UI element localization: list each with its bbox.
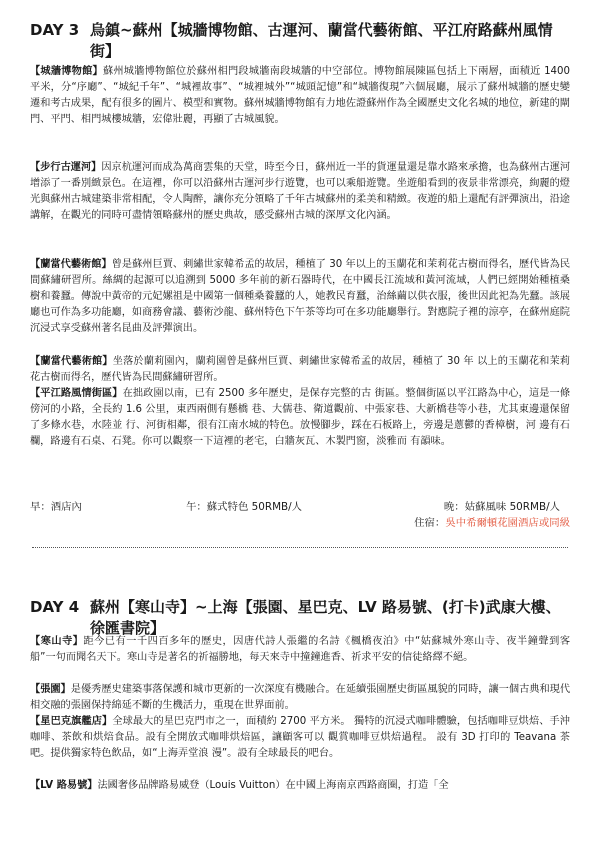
day4-heading [30, 597, 575, 639]
section-text: 坐落於蘭莉園內，蘭莉園曾是蘇州巨賈、刺繡世家韓希孟的故居，種植了 30 年 以上的玉蘭花和茉莉花古樹而得名，歷代皆為民間蘇繡研習所。 [30, 356, 570, 384]
section-text: 是優秀歷史建築事落保護和城市更新的一次深度有機融合。在延續張園歷史街區風貌的同時，讓一個古典和現代相交融的張園保持綿延不斷的生機活力，重現在世界面前。 [30, 684, 571, 712]
section-lead: 【寒山寺】 [30, 636, 84, 647]
day4-section-zhang-garden [30, 682, 570, 714]
day3-section-city-wall-museum [30, 64, 570, 128]
section-text: 距今已有一千四百多年的歷史，因唐代詩人張繼的名詩《楓橋夜泊》中“姑蘇城外寒山寺、夜半鐘聲到客船”一句而聞名天下。寒山寺是著名的祈福勝地，每天來寺中撞鐘進香、祈求平安的信徒絡繹不絕。 [30, 636, 571, 664]
lunch-text: 午：蘇式特色 50RMB/人 [186, 501, 303, 513]
day3-section-pingjiang-road [30, 386, 570, 450]
section-lead: 【城牆博物館】 [30, 66, 103, 77]
section-lead: 【星巴克旗艦店】 [30, 716, 113, 727]
day3-section-ancient-canal [30, 160, 570, 224]
day3-label: DAY 3 [30, 21, 80, 39]
hotel-label: 住宿： [414, 517, 446, 529]
day3-heading [30, 20, 575, 62]
day4-section-hanshan-temple [30, 634, 570, 666]
day4-section-starbucks [30, 714, 570, 762]
day4-route: 蘇州【寒山寺】~上海【張園、星巴克、LV 路易號、(打卡)武康大樓、徐匯書院】 [90, 598, 561, 637]
day3-meals [30, 499, 570, 515]
day3-route: 烏鎮~蘇州【城牆博物館、古運河、蘭當代藝術館、平江府路蘇州風情街】 [90, 21, 553, 60]
section-text: 因京杭運河而成為萬商雲集的天堂，時至今日，蘇州近一半的貨運量還是靠水路來承擔，也為蘇州古運河增添了一番別緻景色。在這裡，你可以沿蘇州古運河步行遊覽，也可以乘船遊覽。坐遊船看到的夜景非常漂亮，絢麗的燈光與蘇州古城建築非常相配，令人陶醉，讓你充分領略了千年古城蘇州的柔美和精緻。夜遊的船上還配有評彈演出，沿途講解，在觀光的同時可盡情領略蘇州的歷史典故，感受蘇州古城的深厚文化內涵。 [30, 162, 571, 222]
section-text: 在拙政園以南，已有 2500 多年歷史，是保存完整的古 街區。整個街區以平江路為中心，這是一條傍河的小路，全長約 1.6 公里，東西兩側有懸橋 巷、大儒巷、衛道觀前、中張家巷、大新橋巷等小巷，尤其東邊還保留了多條水巷，水陸並 行、河街相鄰，很有江南水城的特色。放慢腳步，踩在石板路上，旁邊是蔥鬱的香樟樹，河 邊有石欄，路邊有石桌、石凳。你可以觀察一下這裡的老宅，白牆灰瓦、木製門窗，淡雅而 有韻味。 [30, 388, 571, 448]
section-text: 全球最大的星巴克門市之一，面積約 2700 平方米。 獨特的沉浸式咖啡體驗，包括咖啡豆烘焙、手沖咖啡、茶飲和烘焙食品。設有全開放式咖啡烘焙區，讓顧客可以 觀賞咖啡豆烘焙過程。 設有 3D 打印的 Teavana 茶吧。提供獨家特色飲品，如“上海弄堂浪 漫”。設有全球最長的吧台。 [30, 716, 570, 760]
section-text: 曾是蘇州巨賈、刺繡世家韓希孟的故居，種植了 30 年以上的玉蘭花和茉莉花古樹而得名，歷代皆為民間蘇繡研習所。絲綢的起源可以追溯到 5000 多年前的新石器時代，在中國長江流域和黃河流域，人們已經開始種植桑樹和養蠶。傳說中黃帝的元妃嫘祖是中國第一個種桑養蠶的人，她教民育蠶，治絲繭以供衣服，後世因此祀為先蠶。該展廳也可作為多功能廳，如商務會議、藝術沙龍、蘇州特色下午茶等均可在多功能廳舉行。對應院子裡的涼亭，在蘇州庭院沉浸式享受蘇州著名昆曲及評彈演出。 [30, 259, 571, 335]
day3-section-lan-art-museum-2 [30, 354, 570, 386]
section-lead: 【張園】 [30, 684, 71, 695]
section-lead: 【步行古運河】 [30, 162, 102, 173]
section-text: 法國奢侈品牌路易威登（Louis Vuitton）在中國上海南京西路商圈，打造「全 [97, 780, 449, 791]
day-divider [32, 547, 568, 548]
day4-section-lv-the-louis [30, 778, 570, 794]
section-lead: 【蘭當代藝術館】 [30, 356, 113, 367]
section-text: 蘇州城牆博物館位於蘇州相門段城牆南段城牆的中空部位。博物館展陳區包括上下兩層，面積近 1400 平米，分“序廳”、“城紀千年”、“城裡故事”、“城裡城外”“城頭記憶”和“城牆復現”六個展廳，展示了蘇州城牆的歷史變遷和考古成果，配有很多的圖片、模型和實物。蘇州城牆博物館有力地佐證蘇州作為全國歷史文化名城的地位，新建的閘門、平門、相門城樓城牆，宏偉壯麗，再顯了古城風貌。 [30, 66, 570, 126]
day3-hotel [414, 515, 570, 531]
hotel-name: 吳中希爾頓花園酒店或同級 [445, 517, 570, 529]
dinner-text: 晚：姑蘇風味 50RMB/人 [443, 501, 560, 513]
breakfast-text: 早：酒店內 [30, 501, 82, 513]
section-lead: 【平江路風情街區】 [30, 388, 123, 399]
day4-label: DAY 4 [30, 598, 80, 616]
section-lead: 【蘭當代藝術館】 [30, 259, 112, 270]
day3-section-lan-art-museum [30, 257, 570, 337]
section-lead: 【LV 路易號】 [30, 780, 98, 791]
